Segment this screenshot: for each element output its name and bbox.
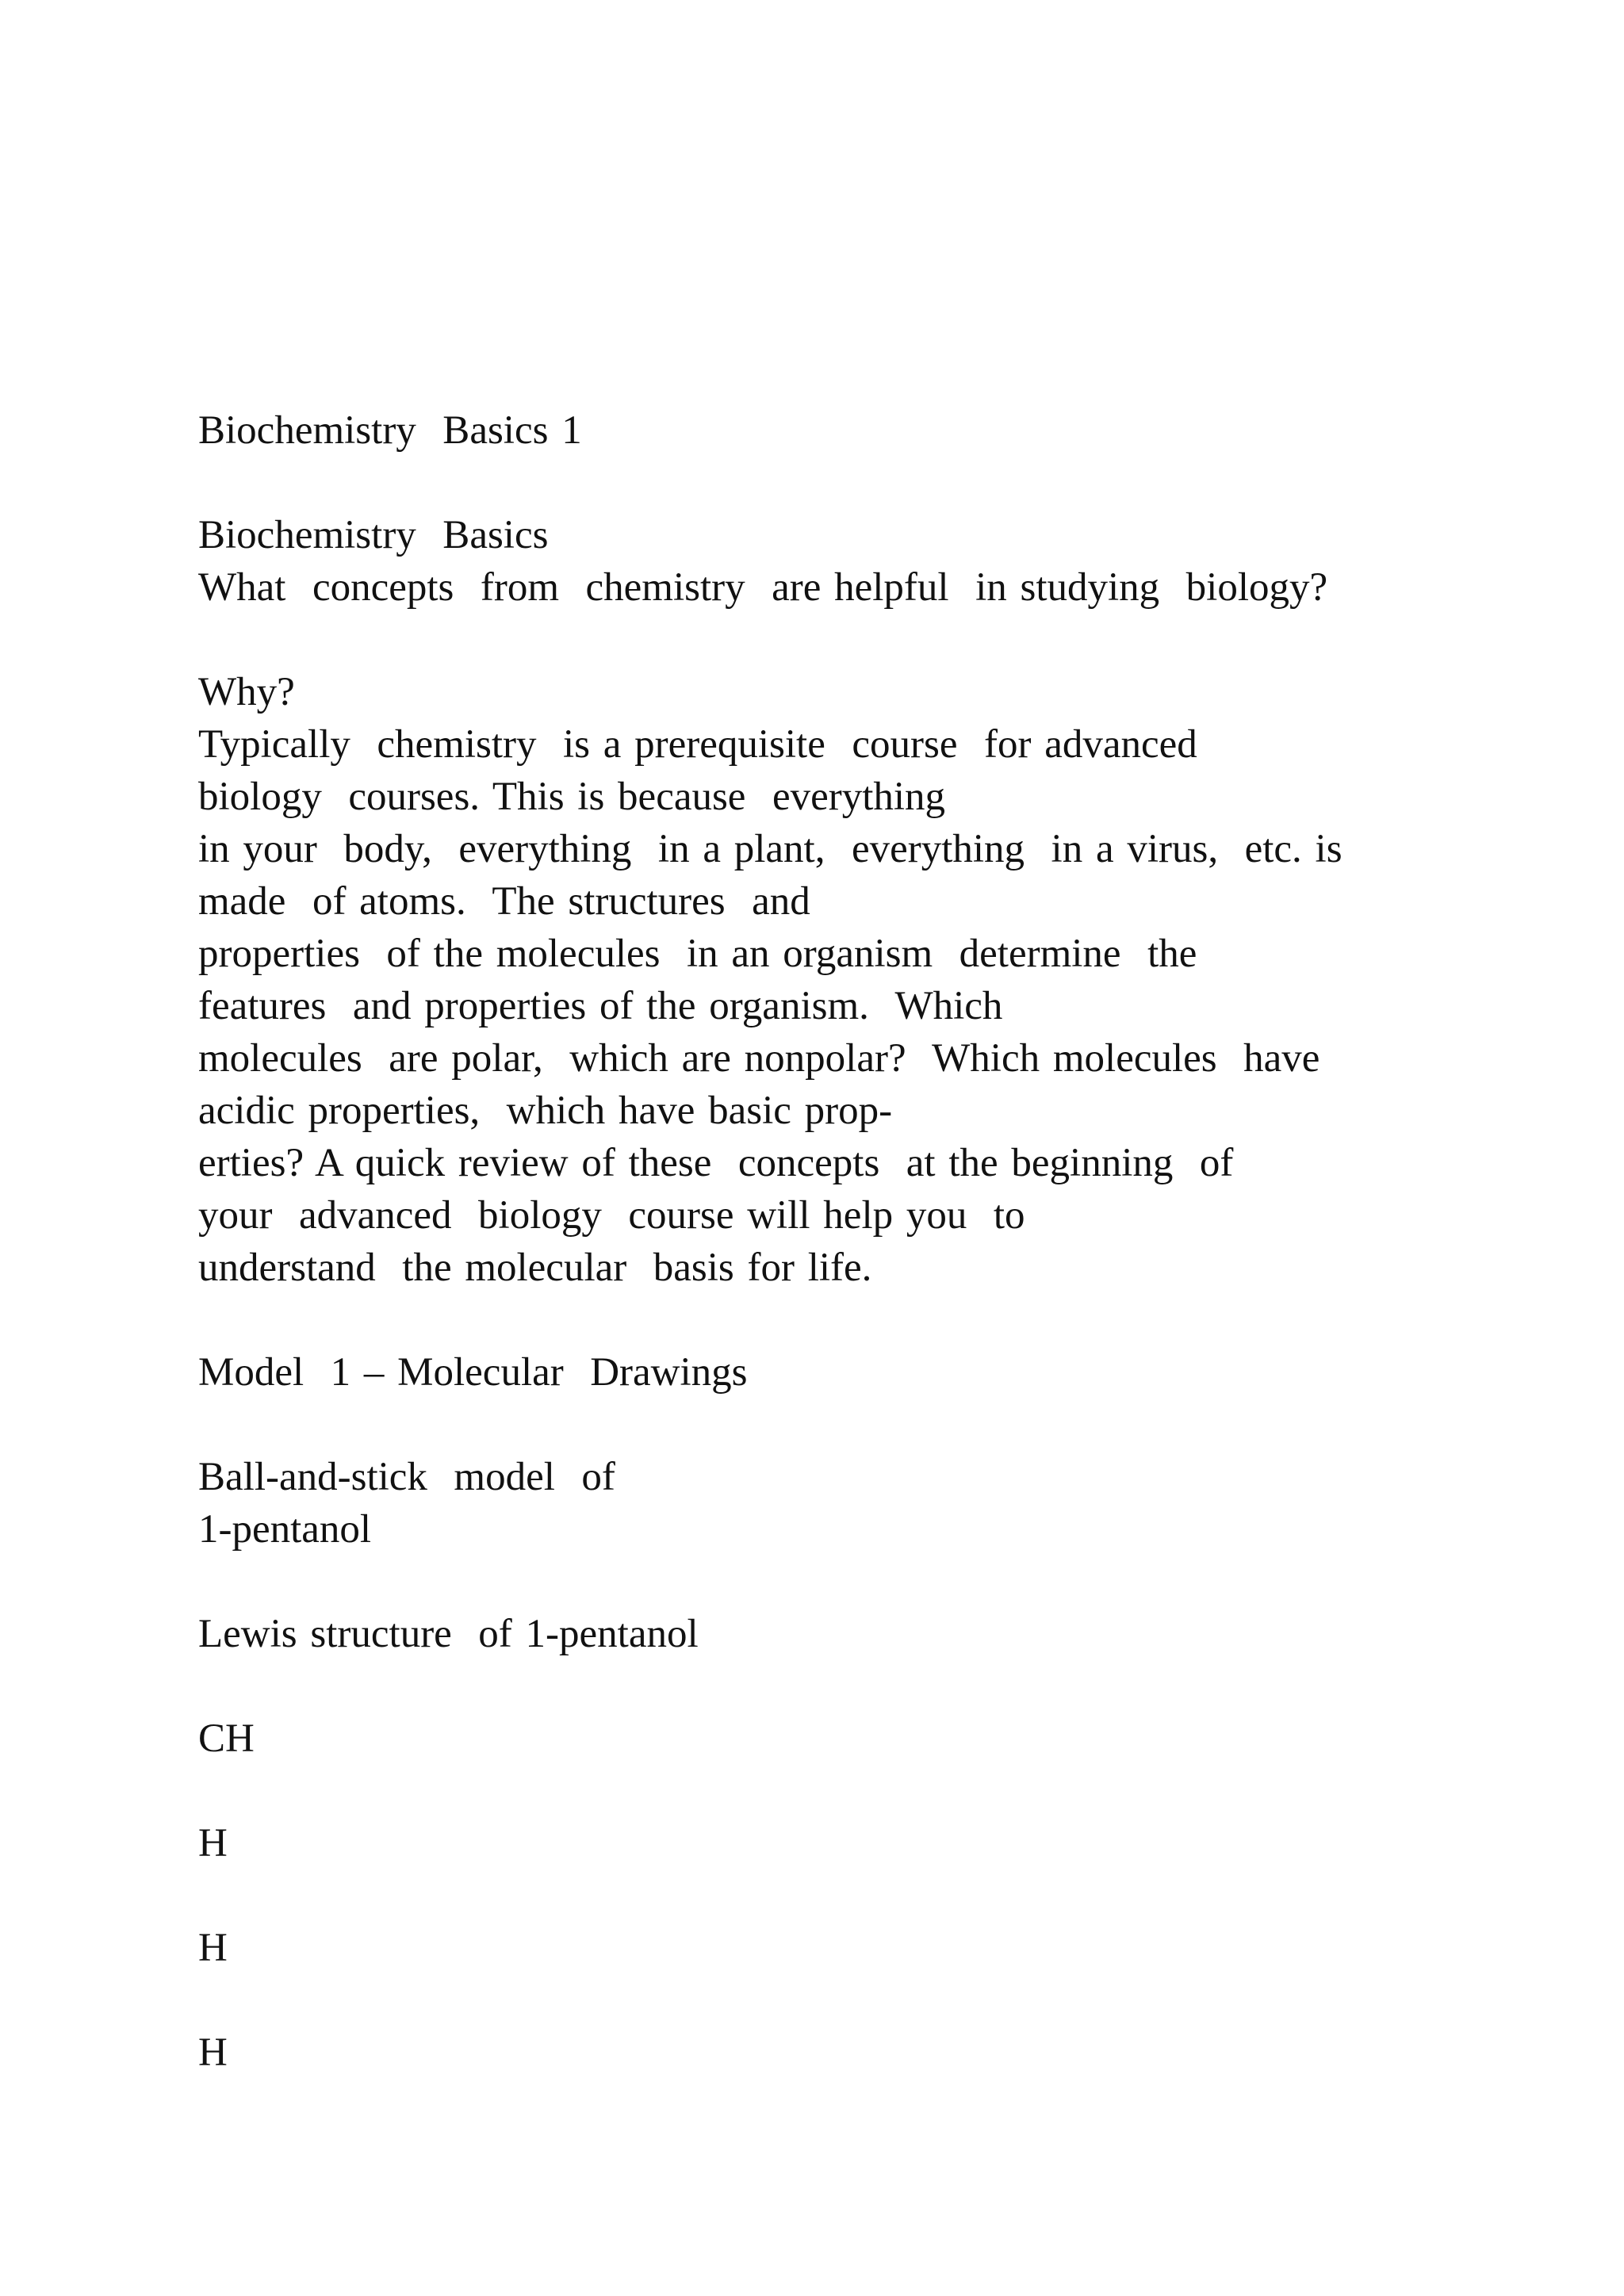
intro-question: What concepts from chemistry are helpful in studying biology? xyxy=(198,565,1328,610)
model-heading: Model 1 – Molecular Drawings xyxy=(198,1350,748,1395)
paragraph-line: Typically chemistry is a prerequisite course for advanced xyxy=(198,722,1197,767)
paragraph-line: molecules are polar, which are nonpolar? Which molecules have xyxy=(198,1036,1320,1081)
atom-label: CH xyxy=(198,1716,255,1761)
ball-stick-caption: Ball-and-stick model of xyxy=(198,1455,615,1499)
paragraph-line: acidic properties, which have basic prop- xyxy=(198,1089,893,1133)
page-header: Biochemistry Basics 1 xyxy=(198,408,582,453)
atom-label: H xyxy=(198,1926,228,1970)
document-title: Biochemistry Basics xyxy=(198,513,549,557)
paragraph-line: properties of the molecules in an organism determine the xyxy=(198,932,1197,976)
atom-label: H xyxy=(198,1821,228,1866)
paragraph-line: biology courses. This is because everything xyxy=(198,775,946,819)
why-heading: Why? xyxy=(198,670,295,714)
paragraph-line: made of atoms. The structures and xyxy=(198,879,810,924)
paragraph-line: in your body, everything in a plant, everything in a virus, etc. is xyxy=(198,827,1342,871)
paragraph-line: your advanced biology course will help you to xyxy=(198,1193,1025,1238)
paragraph-line: erties? A quick review of these concepts at the beginning of xyxy=(198,1141,1234,1185)
paragraph-line: understand the molecular basis for life. xyxy=(198,1246,872,1290)
lewis-structure-caption: Lewis structure of 1-pentanol xyxy=(198,1612,699,1656)
ball-stick-caption-molecule: 1-pentanol xyxy=(198,1507,372,1552)
paragraph-line: features and properties of the organism. Which xyxy=(198,984,1003,1028)
atom-label: H xyxy=(198,2030,228,2075)
